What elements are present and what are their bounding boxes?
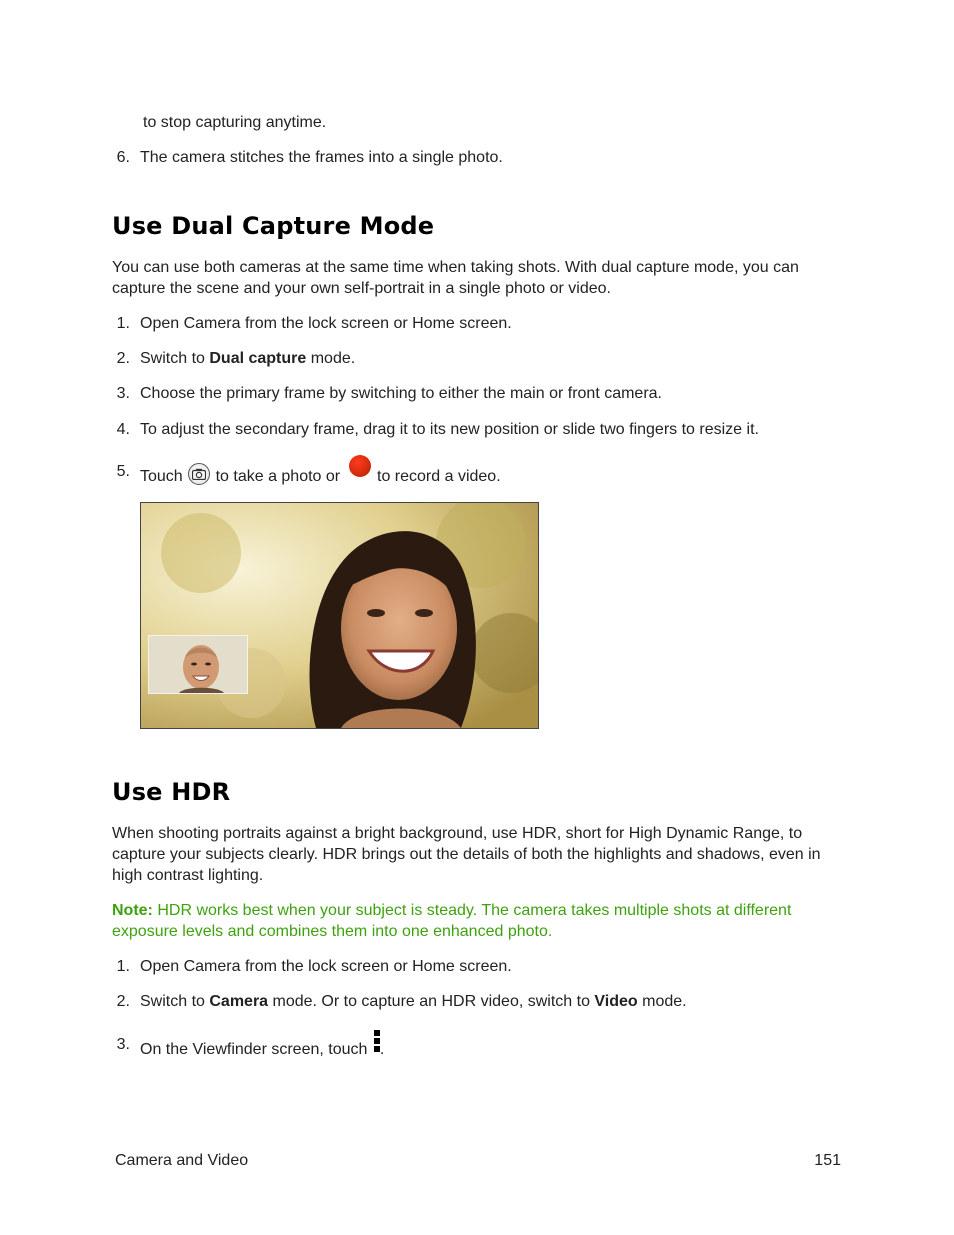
list-item — [0, 461, 954, 485]
step-text: To adjust the secondary frame, drag it to its new position or slide two fingers to resize it. — [140, 421, 759, 438]
list-item — [0, 147, 954, 168]
list-item — [0, 419, 954, 440]
step-text: The camera stitches the frames into a single photo. — [140, 149, 503, 166]
step-text-part: Switch to — [140, 993, 210, 1010]
list-item — [0, 313, 954, 334]
step-number: 6. — [116, 149, 130, 166]
paragraph-line: You can use both cameras at the same time when taking shots. With dual capture mode, you can — [112, 259, 799, 276]
mode-name-video: Video — [594, 993, 638, 1010]
step-number: 1. — [116, 958, 130, 975]
list-item — [0, 348, 954, 369]
continuation-text: to stop capturing anytime. — [143, 114, 327, 131]
step-text: Open Camera from the lock screen or Home screen. — [140, 315, 512, 332]
step-text-part: Switch to — [140, 350, 210, 367]
section-heading-dual-capture: Use Dual Capture Mode — [112, 212, 435, 240]
list-item — [0, 956, 954, 977]
hdr-paragraph — [112, 823, 821, 886]
step-number: 3. — [116, 385, 130, 402]
step-text-part: mode. — [306, 350, 356, 367]
step-text-part: . — [379, 1041, 385, 1058]
step-number: 1. — [116, 315, 130, 332]
paragraph-line: When shooting portraits against a bright background, use HDR, short for High Dynamic Range, to — [112, 825, 803, 842]
menu-icon — [374, 1030, 380, 1052]
step-number: 3. — [116, 1036, 130, 1053]
step-text-part: mode. — [637, 993, 687, 1010]
step-text — [140, 461, 501, 487]
mode-name-dual-capture: Dual capture — [209, 350, 307, 367]
front-camera-selfie-image — [149, 636, 247, 693]
list-item — [0, 383, 954, 404]
step-text — [140, 1034, 384, 1060]
paragraph-line: capture your subjects clearly. HDR brings out the details of both the highlights and shadows, even in — [112, 846, 821, 863]
footer-section-name: Camera and Video — [115, 1152, 249, 1169]
step-text: Choose the primary frame by switching to either the main or front camera. — [140, 385, 662, 402]
step-number: 2. — [116, 993, 130, 1010]
mode-name-camera: Camera — [209, 993, 269, 1010]
step-text — [140, 348, 355, 369]
step-text-part: Touch — [140, 468, 188, 485]
step-text — [140, 991, 687, 1012]
record-icon — [349, 455, 371, 477]
step-text-part: On the Viewfinder screen, touch — [140, 1041, 372, 1058]
step-number: 4. — [116, 421, 130, 438]
note-line: exposure levels and combines them into one enhanced photo. — [112, 923, 553, 940]
dual-capture-example-photo — [140, 502, 539, 729]
step-text-part: to take a photo or — [211, 468, 345, 485]
list-item — [0, 1034, 954, 1058]
step-text-part: to record a video. — [372, 468, 501, 485]
main-camera-portrait-image — [141, 503, 538, 728]
paragraph-line: high contrast lighting. — [112, 867, 264, 884]
note-text: HDR works best when your subject is steady. The camera takes multiple shots at different — [152, 902, 792, 919]
secondary-frame-selfie — [148, 635, 248, 694]
step-number: 2. — [116, 350, 130, 367]
dual-capture-paragraph — [112, 257, 799, 299]
section-heading-hdr: Use HDR — [112, 778, 231, 806]
step-text: Open Camera from the lock screen or Home screen. — [140, 958, 512, 975]
list-item — [0, 991, 954, 1012]
note-line — [112, 900, 791, 921]
step-text-part: mode. Or to capture an HDR video, switch to — [268, 993, 595, 1010]
hdr-note — [112, 900, 791, 942]
paragraph-line: capture the scene and your own self-portrait in a single photo or video. — [112, 280, 611, 297]
camera-shutter-icon — [188, 463, 210, 485]
footer-page-number: 151 — [814, 1152, 841, 1169]
step-number: 5. — [116, 463, 130, 480]
note-label: Note: — [112, 902, 153, 919]
